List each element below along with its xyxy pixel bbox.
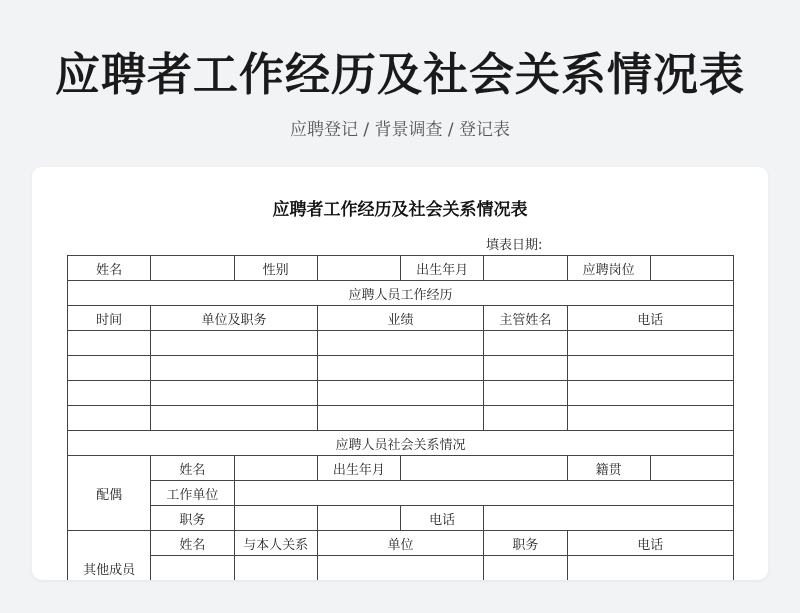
work-time-field[interactable] xyxy=(68,381,151,406)
page-title: 应聘者工作经历及社会关系情况表 xyxy=(54,48,745,101)
table-row xyxy=(68,406,734,431)
work-performance-field[interactable] xyxy=(317,356,484,381)
label-position: 应聘岗位 xyxy=(567,256,650,281)
others-header-relation: 与本人关系 xyxy=(234,531,317,556)
work-supervisor-field[interactable] xyxy=(484,381,567,406)
work-unit-field[interactable] xyxy=(151,406,318,431)
spouse-origin-label: 籍贯 xyxy=(567,456,650,481)
work-header-row xyxy=(68,306,734,331)
work-unit-field[interactable] xyxy=(151,331,318,356)
others-phone-field[interactable] xyxy=(567,556,734,581)
others-unit-field[interactable] xyxy=(317,556,484,581)
birth-field[interactable] xyxy=(484,256,567,281)
work-phone-field[interactable] xyxy=(567,331,734,356)
spouse-name-field[interactable] xyxy=(234,456,317,481)
others-header-unit: 单位 xyxy=(317,531,484,556)
spouse-phone-field[interactable] xyxy=(484,506,734,531)
work-supervisor-field[interactable] xyxy=(484,356,567,381)
label-gender: 性别 xyxy=(234,256,317,281)
social-section-header: 应聘人员社会关系情况 xyxy=(68,431,734,456)
spouse-title-field-2[interactable] xyxy=(317,506,400,531)
others-name-field[interactable] xyxy=(151,556,234,581)
work-time-field[interactable] xyxy=(68,406,151,431)
work-supervisor-field[interactable] xyxy=(484,406,567,431)
work-supervisor-field[interactable] xyxy=(484,331,567,356)
application-form-table xyxy=(67,255,734,580)
others-relation-field[interactable] xyxy=(234,556,317,581)
gender-field[interactable] xyxy=(317,256,400,281)
spouse-phone-label: 电话 xyxy=(401,506,484,531)
form-title: 应聘者工作经历及社会关系情况表 xyxy=(272,200,528,220)
spouse-row-1 xyxy=(68,456,734,481)
others-title-field[interactable] xyxy=(484,556,567,581)
work-unit-field[interactable] xyxy=(151,381,318,406)
spouse-row-2 xyxy=(68,481,734,506)
name-field[interactable] xyxy=(151,256,234,281)
table-row xyxy=(68,331,734,356)
label-name: 姓名 xyxy=(68,256,151,281)
table-row xyxy=(68,381,734,406)
spouse-birth-label: 出生年月 xyxy=(317,456,400,481)
others-header-title: 职务 xyxy=(484,531,567,556)
spouse-title-label: 职务 xyxy=(151,506,234,531)
label-birth: 出生年月 xyxy=(401,256,484,281)
work-unit-field[interactable] xyxy=(151,356,318,381)
position-field[interactable] xyxy=(650,256,733,281)
spouse-employer-label: 工作单位 xyxy=(151,481,234,506)
fill-date-label: 填表日期: xyxy=(486,238,543,253)
work-time-field[interactable] xyxy=(68,331,151,356)
others-label: 其他成员 xyxy=(68,531,151,581)
spouse-employer-field[interactable] xyxy=(234,481,734,506)
work-header-time: 时间 xyxy=(68,306,151,331)
work-phone-field[interactable] xyxy=(567,356,734,381)
work-performance-field[interactable] xyxy=(317,381,484,406)
work-section-header: 应聘人员工作经历 xyxy=(68,281,734,306)
work-performance-field[interactable] xyxy=(317,406,484,431)
spouse-row-3 xyxy=(68,506,734,531)
table-row xyxy=(68,556,734,581)
form-card xyxy=(32,167,768,580)
work-time-field[interactable] xyxy=(68,356,151,381)
spouse-birth-field[interactable] xyxy=(401,456,568,481)
basic-info-row xyxy=(68,256,734,281)
work-phone-field[interactable] xyxy=(567,406,734,431)
page-subtitle: 应聘登记 / 背景调查 / 登记表 xyxy=(289,120,511,140)
spouse-label: 配偶 xyxy=(68,456,151,531)
work-header-unit: 单位及职务 xyxy=(151,306,318,331)
others-header-row xyxy=(68,531,734,556)
others-header-name: 姓名 xyxy=(151,531,234,556)
spouse-origin-field[interactable] xyxy=(650,456,733,481)
work-performance-field[interactable] xyxy=(317,331,484,356)
work-header-performance: 业绩 xyxy=(317,306,484,331)
work-header-phone: 电话 xyxy=(567,306,734,331)
table-row xyxy=(68,356,734,381)
work-phone-field[interactable] xyxy=(567,381,734,406)
spouse-name-label: 姓名 xyxy=(151,456,234,481)
others-header-phone: 电话 xyxy=(567,531,734,556)
work-header-supervisor: 主管姓名 xyxy=(484,306,567,331)
spouse-title-field[interactable] xyxy=(234,506,317,531)
